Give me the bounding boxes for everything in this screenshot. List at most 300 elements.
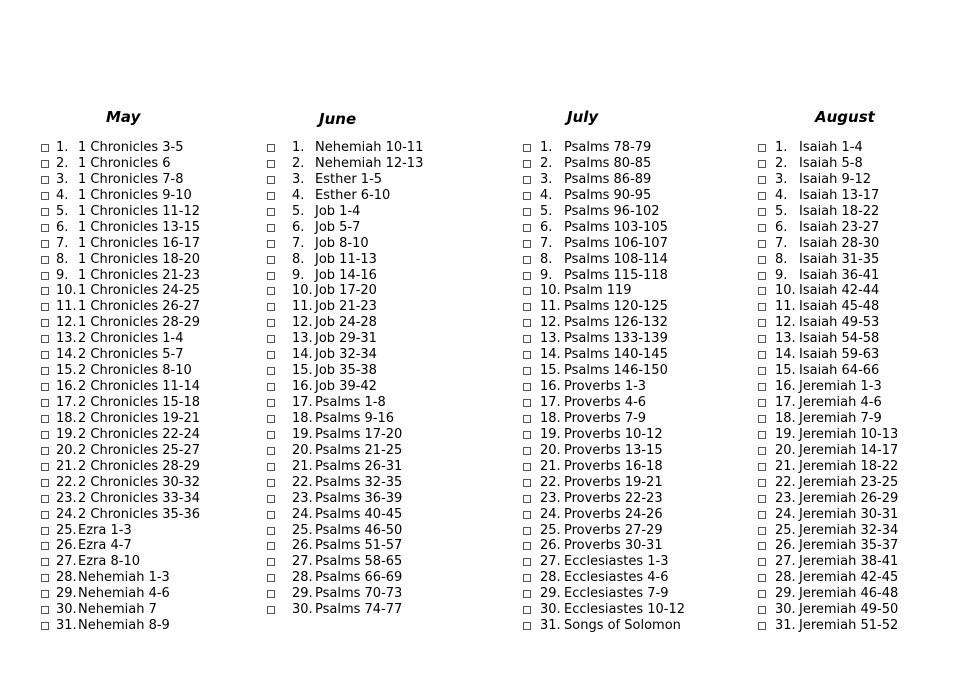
reading-text: Psalms 146-150 xyxy=(564,363,668,379)
checkbox[interactable] xyxy=(267,574,275,582)
checkbox[interactable] xyxy=(523,272,531,280)
checkbox[interactable] xyxy=(267,144,275,152)
reading-text: 2 Chronicles 22-24 xyxy=(78,426,201,442)
reading-text: Job 39-42 xyxy=(315,379,377,395)
checkbox[interactable] xyxy=(41,383,49,391)
reading-text: Proverbs 30-31 xyxy=(564,538,663,554)
reading-text: Songs of Solomon xyxy=(564,618,681,634)
day-number: 21. xyxy=(775,458,796,474)
day-number: 24. xyxy=(540,506,561,522)
reading-text: Proverbs 4-6 xyxy=(564,395,647,410)
checkbox[interactable] xyxy=(267,590,275,598)
checkbox[interactable] xyxy=(267,208,275,216)
checkbox[interactable] xyxy=(523,208,531,216)
checkbox[interactable] xyxy=(267,431,275,439)
checkbox[interactable] xyxy=(523,176,531,184)
reading-text: 1 Chronicles 3-5 xyxy=(78,140,184,155)
reading-text: Jeremiah 30-31 xyxy=(799,506,899,522)
day-number: 29. xyxy=(56,586,77,602)
day-number: 31. xyxy=(540,618,561,634)
checkbox[interactable] xyxy=(758,272,766,280)
checkbox[interactable] xyxy=(267,447,275,455)
day-number: 17. xyxy=(540,395,561,410)
day-number: 8. xyxy=(56,251,69,267)
reading-text: Isaiah 31-35 xyxy=(799,251,880,267)
checkbox[interactable] xyxy=(523,463,531,471)
day-number: 17. xyxy=(56,395,77,410)
reading-text: Psalms 36-39 xyxy=(315,490,403,506)
reading-text: Isaiah 28-30 xyxy=(799,235,880,251)
reading-text: Nehemiah 12-13 xyxy=(315,155,424,171)
checkbox[interactable] xyxy=(523,527,531,535)
checkbox[interactable] xyxy=(758,335,766,343)
checkbox[interactable] xyxy=(758,431,766,439)
day-number: 2. xyxy=(56,155,69,171)
reading-text: 2 Chronicles 33-34 xyxy=(78,490,201,506)
checkbox[interactable] xyxy=(758,144,766,152)
checkbox[interactable] xyxy=(267,527,275,535)
reading-text: Jeremiah 18-22 xyxy=(799,458,899,474)
reading-text: Isaiah 13-17 xyxy=(799,187,880,203)
day-number: 26. xyxy=(540,538,561,554)
checkbox[interactable] xyxy=(523,224,531,232)
day-number: 5. xyxy=(775,203,788,219)
day-number: 1. xyxy=(775,140,788,155)
day-number: 30. xyxy=(775,602,796,618)
reading-text: Isaiah 42-44 xyxy=(799,283,880,299)
checkbox[interactable] xyxy=(41,558,49,566)
checkbox[interactable] xyxy=(41,511,49,519)
reading-text: Jeremiah 49-50 xyxy=(799,602,899,618)
day-number: 19. xyxy=(540,426,561,442)
checkbox[interactable] xyxy=(523,415,531,423)
reading-text: 1 Chronicles 26-27 xyxy=(78,299,201,315)
reading-text: Psalms 74-77 xyxy=(315,602,403,618)
checkbox[interactable] xyxy=(758,303,766,311)
day-number: 30. xyxy=(540,602,561,618)
checkbox[interactable] xyxy=(523,511,531,519)
day-number: 13. xyxy=(56,331,77,347)
checkbox[interactable] xyxy=(41,144,49,152)
month-title: July xyxy=(567,108,599,126)
checkbox[interactable] xyxy=(523,574,531,582)
checkbox[interactable] xyxy=(758,527,766,535)
checkbox[interactable] xyxy=(758,447,766,455)
reading-text: Psalms 115-118 xyxy=(564,267,668,283)
reading-text: Psalms 46-50 xyxy=(315,522,403,538)
day-number: 28. xyxy=(56,570,77,586)
checkbox[interactable] xyxy=(758,590,766,598)
checkbox[interactable] xyxy=(758,463,766,471)
reading-text: Job 17-20 xyxy=(315,283,377,299)
checkbox[interactable] xyxy=(758,495,766,503)
checkbox[interactable] xyxy=(267,192,275,200)
day-number: 22. xyxy=(56,474,77,490)
reading-text: Jeremiah 46-48 xyxy=(799,586,899,602)
reading-text: Psalms 1-8 xyxy=(315,395,386,410)
checkbox[interactable] xyxy=(41,542,49,550)
day-number: 11. xyxy=(56,299,77,315)
checkbox[interactable] xyxy=(41,590,49,598)
day-number: 4. xyxy=(56,187,69,203)
checkbox[interactable] xyxy=(41,606,49,614)
checkbox[interactable] xyxy=(267,367,275,375)
day-number: 14. xyxy=(540,347,561,363)
day-number: 26. xyxy=(56,538,77,554)
day-number: 4. xyxy=(775,187,788,203)
reading-text: Psalms 140-145 xyxy=(564,347,668,363)
day-number: 18. xyxy=(540,410,561,426)
checkbox[interactable] xyxy=(41,335,49,343)
reading-text: Esther 1-5 xyxy=(315,171,383,187)
reading-text: Psalms 21-25 xyxy=(315,442,403,458)
day-number: 1. xyxy=(540,140,553,155)
day-number: 21. xyxy=(540,458,561,474)
reading-text: Nehemiah 1-3 xyxy=(78,570,170,586)
checkbox[interactable] xyxy=(523,431,531,439)
checkbox[interactable] xyxy=(267,303,275,311)
checkbox[interactable] xyxy=(758,224,766,232)
day-number: 31. xyxy=(56,618,77,634)
reading-text: Isaiah 49-53 xyxy=(799,315,880,331)
reading-text: 1 Chronicles 21-23 xyxy=(78,267,201,283)
checkbox[interactable] xyxy=(267,415,275,423)
reading-text: Psalms 120-125 xyxy=(564,299,668,315)
checkbox[interactable] xyxy=(267,160,275,168)
checkbox[interactable] xyxy=(41,287,49,295)
checkbox[interactable] xyxy=(267,558,275,566)
day-number: 18. xyxy=(292,410,313,426)
day-number: 2. xyxy=(292,155,305,171)
reading-text: Job 35-38 xyxy=(315,363,377,379)
checkbox[interactable] xyxy=(758,415,766,423)
day-number: 31. xyxy=(775,618,796,634)
day-number: 8. xyxy=(540,251,553,267)
checkbox[interactable] xyxy=(41,479,49,487)
reading-text: Isaiah 45-48 xyxy=(799,299,880,315)
reading-text: Psalms 103-105 xyxy=(564,219,668,235)
checkbox[interactable] xyxy=(267,256,275,264)
checkbox[interactable] xyxy=(523,240,531,248)
reading-text: 1 Chronicles 9-10 xyxy=(78,187,192,203)
checkbox[interactable] xyxy=(267,495,275,503)
day-number: 15. xyxy=(292,363,313,379)
checkbox[interactable] xyxy=(758,479,766,487)
checkbox[interactable] xyxy=(41,447,49,455)
checkbox[interactable] xyxy=(267,399,275,407)
month-title: May xyxy=(106,108,141,126)
checkbox[interactable] xyxy=(523,335,531,343)
checkbox[interactable] xyxy=(758,160,766,168)
day-number: 28. xyxy=(775,570,796,586)
checkbox[interactable] xyxy=(523,558,531,566)
reading-text: 2 Chronicles 1-4 xyxy=(78,331,184,347)
checkbox[interactable] xyxy=(41,272,49,280)
checkbox[interactable] xyxy=(523,319,531,327)
checkbox[interactable] xyxy=(267,287,275,295)
reading-text: Isaiah 23-27 xyxy=(799,219,880,235)
reading-text: Job 8-10 xyxy=(315,235,369,251)
day-number: 27. xyxy=(540,554,561,570)
day-number: 9. xyxy=(292,267,305,283)
reading-text: Ezra 4-7 xyxy=(78,538,132,554)
day-number: 29. xyxy=(540,586,561,602)
day-number: 9. xyxy=(775,267,788,283)
checkbox[interactable] xyxy=(267,240,275,248)
day-number: 22. xyxy=(540,474,561,490)
reading-text: Psalms 86-89 xyxy=(564,171,652,187)
day-number: 14. xyxy=(56,347,77,363)
reading-text: 1 Chronicles 16-17 xyxy=(78,235,201,251)
checkbox[interactable] xyxy=(523,256,531,264)
day-number: 26. xyxy=(775,538,796,554)
reading-text: Jeremiah 35-37 xyxy=(799,538,899,554)
day-number: 10. xyxy=(292,283,313,299)
day-number: 4. xyxy=(292,187,305,203)
checkbox[interactable] xyxy=(267,319,275,327)
checkbox[interactable] xyxy=(523,622,531,630)
reading-text: 1 Chronicles 13-15 xyxy=(78,219,201,235)
checkbox[interactable] xyxy=(41,208,49,216)
day-number: 29. xyxy=(775,586,796,602)
reading-text: 1 Chronicles 11-12 xyxy=(78,203,201,219)
reading-text: Jeremiah 1-3 xyxy=(799,379,882,395)
checkbox[interactable] xyxy=(267,176,275,184)
day-number: 23. xyxy=(56,490,77,506)
day-number: 1. xyxy=(56,140,69,155)
reading-text: 2 Chronicles 11-14 xyxy=(78,379,201,395)
reading-text: 1 Chronicles 6 xyxy=(78,155,171,171)
checkbox[interactable] xyxy=(523,144,531,152)
checkbox[interactable] xyxy=(523,606,531,614)
reading-text: Psalms 70-73 xyxy=(315,586,403,602)
day-number: 7. xyxy=(775,235,788,251)
day-number: 11. xyxy=(775,299,796,315)
day-number: 3. xyxy=(56,171,69,187)
checkbox[interactable] xyxy=(41,463,49,471)
reading-text: Psalm 119 xyxy=(564,283,632,299)
checkbox[interactable] xyxy=(758,606,766,614)
day-number: 6. xyxy=(775,219,788,235)
reading-text: Psalms 133-139 xyxy=(564,331,668,347)
reading-text: Psalms 90-95 xyxy=(564,187,652,203)
reading-text: Job 32-34 xyxy=(315,347,377,363)
reading-text: 2 Chronicles 25-27 xyxy=(78,442,201,458)
reading-text: Psalms 58-65 xyxy=(315,554,403,570)
day-number: 3. xyxy=(292,171,305,187)
checkbox[interactable] xyxy=(41,224,49,232)
checkbox[interactable] xyxy=(41,303,49,311)
reading-text: Psalms 51-57 xyxy=(315,538,403,554)
reading-text: Job 11-13 xyxy=(315,251,377,267)
day-number: 9. xyxy=(540,267,553,283)
checkbox[interactable] xyxy=(523,367,531,375)
day-number: 24. xyxy=(775,506,796,522)
checkbox[interactable] xyxy=(523,303,531,311)
checkbox[interactable] xyxy=(758,192,766,200)
reading-text: Job 24-28 xyxy=(315,315,377,331)
checkbox[interactable] xyxy=(523,351,531,359)
reading-text: Jeremiah 51-52 xyxy=(799,618,899,634)
reading-text: Job 5-7 xyxy=(315,219,361,235)
day-number: 21. xyxy=(292,458,313,474)
checkbox[interactable] xyxy=(523,590,531,598)
day-number: 7. xyxy=(540,235,553,251)
day-number: 6. xyxy=(540,219,553,235)
day-number: 29. xyxy=(292,586,313,602)
day-number: 21. xyxy=(56,458,77,474)
checkbox[interactable] xyxy=(267,335,275,343)
day-number: 26. xyxy=(292,538,313,554)
day-number: 7. xyxy=(292,235,305,251)
checkbox[interactable] xyxy=(267,351,275,359)
day-number: 15. xyxy=(56,363,77,379)
reading-text: Ecclesiastes 1-3 xyxy=(564,554,669,570)
day-number: 22. xyxy=(775,474,796,490)
checkbox[interactable] xyxy=(758,542,766,550)
day-number: 30. xyxy=(292,602,313,618)
reading-text: Job 14-16 xyxy=(315,267,377,283)
checkbox[interactable] xyxy=(41,495,49,503)
reading-text: Esther 6-10 xyxy=(315,187,391,203)
checkbox[interactable] xyxy=(41,256,49,264)
day-number: 23. xyxy=(540,490,561,506)
checkbox[interactable] xyxy=(267,463,275,471)
day-number: 5. xyxy=(540,203,553,219)
checkbox[interactable] xyxy=(758,319,766,327)
reading-text: 1 Chronicles 7-8 xyxy=(78,171,184,187)
checkbox[interactable] xyxy=(267,606,275,614)
checkbox[interactable] xyxy=(41,367,49,375)
reading-text: 1 Chronicles 24-25 xyxy=(78,283,201,299)
reading-text: 2 Chronicles 30-32 xyxy=(78,474,201,490)
reading-text: Proverbs 10-12 xyxy=(564,426,663,442)
day-number: 13. xyxy=(775,331,796,347)
reading-text: Psalms 78-79 xyxy=(564,140,652,155)
reading-text: Psalms 9-16 xyxy=(315,410,395,426)
day-number: 11. xyxy=(292,299,313,315)
day-number: 3. xyxy=(540,171,553,187)
checkbox[interactable] xyxy=(758,558,766,566)
day-number: 11. xyxy=(540,299,561,315)
checkbox[interactable] xyxy=(267,542,275,550)
day-number: 6. xyxy=(292,219,305,235)
reading-text: 2 Chronicles 35-36 xyxy=(78,506,201,522)
reading-text: Nehemiah 4-6 xyxy=(78,586,170,602)
checkbox[interactable] xyxy=(523,383,531,391)
day-number: 25. xyxy=(56,522,77,538)
checkbox[interactable] xyxy=(41,399,49,407)
checkbox[interactable] xyxy=(523,192,531,200)
day-number: 17. xyxy=(775,395,796,410)
checkbox[interactable] xyxy=(523,160,531,168)
checkbox[interactable] xyxy=(41,319,49,327)
day-number: 12. xyxy=(540,315,561,331)
reading-text: 1 Chronicles 18-20 xyxy=(78,251,201,267)
day-number: 2. xyxy=(775,155,788,171)
day-number: 14. xyxy=(775,347,796,363)
checkbox[interactable] xyxy=(267,383,275,391)
reading-text: Isaiah 59-63 xyxy=(799,347,880,363)
checkbox[interactable] xyxy=(41,415,49,423)
checkbox[interactable] xyxy=(523,495,531,503)
reading-text: Isaiah 64-66 xyxy=(799,363,880,379)
day-number: 8. xyxy=(775,251,788,267)
checkbox[interactable] xyxy=(41,240,49,248)
day-number: 25. xyxy=(540,522,561,538)
day-number: 19. xyxy=(56,426,77,442)
day-number: 23. xyxy=(292,490,313,506)
checkbox[interactable] xyxy=(41,351,49,359)
reading-text: Proverbs 7-9 xyxy=(564,410,647,426)
reading-text: Nehemiah 10-11 xyxy=(315,140,424,155)
reading-text: Nehemiah 8-9 xyxy=(78,618,170,634)
checkbox[interactable] xyxy=(758,256,766,264)
reading-text: Jeremiah 23-25 xyxy=(799,474,899,490)
checkbox[interactable] xyxy=(41,527,49,535)
checkbox[interactable] xyxy=(758,383,766,391)
day-number: 22. xyxy=(292,474,313,490)
checkbox[interactable] xyxy=(758,367,766,375)
day-number: 18. xyxy=(775,410,796,426)
day-number: 27. xyxy=(292,554,313,570)
checkbox[interactable] xyxy=(523,399,531,407)
checkbox[interactable] xyxy=(267,511,275,519)
checkbox[interactable] xyxy=(758,574,766,582)
reading-text: Psalms 17-20 xyxy=(315,426,403,442)
checkbox[interactable] xyxy=(41,574,49,582)
checkbox[interactable] xyxy=(41,176,49,184)
day-number: 12. xyxy=(56,315,77,331)
checkbox[interactable] xyxy=(523,447,531,455)
checkbox[interactable] xyxy=(41,192,49,200)
day-number: 23. xyxy=(775,490,796,506)
checkbox[interactable] xyxy=(758,240,766,248)
reading-text: Proverbs 16-18 xyxy=(564,458,663,474)
day-number: 4. xyxy=(540,187,553,203)
day-number: 28. xyxy=(292,570,313,586)
reading-text: Isaiah 9-12 xyxy=(799,171,872,187)
checkbox[interactable] xyxy=(523,287,531,295)
checkbox[interactable] xyxy=(41,622,49,630)
reading-text: Proverbs 27-29 xyxy=(564,522,663,538)
day-number: 7. xyxy=(56,235,69,251)
checkbox[interactable] xyxy=(758,399,766,407)
checkbox[interactable] xyxy=(758,287,766,295)
day-number: 13. xyxy=(540,331,561,347)
reading-text: Ezra 8-10 xyxy=(78,554,140,570)
day-number: 24. xyxy=(56,506,77,522)
checkbox[interactable] xyxy=(523,542,531,550)
day-number: 15. xyxy=(775,363,796,379)
day-number: 13. xyxy=(292,331,313,347)
checkbox[interactable] xyxy=(758,176,766,184)
reading-text: Jeremiah 10-13 xyxy=(799,426,899,442)
month-title: June xyxy=(319,110,357,128)
checkbox[interactable] xyxy=(758,208,766,216)
checkbox[interactable] xyxy=(267,224,275,232)
checkbox[interactable] xyxy=(41,160,49,168)
reading-text: Isaiah 36-41 xyxy=(799,267,880,283)
checkbox[interactable] xyxy=(758,622,766,630)
checkbox[interactable] xyxy=(267,479,275,487)
checkbox[interactable] xyxy=(41,431,49,439)
checkbox[interactable] xyxy=(267,272,275,280)
day-number: 10. xyxy=(775,283,796,299)
checkbox[interactable] xyxy=(523,479,531,487)
checkbox[interactable] xyxy=(758,511,766,519)
checkbox[interactable] xyxy=(758,351,766,359)
